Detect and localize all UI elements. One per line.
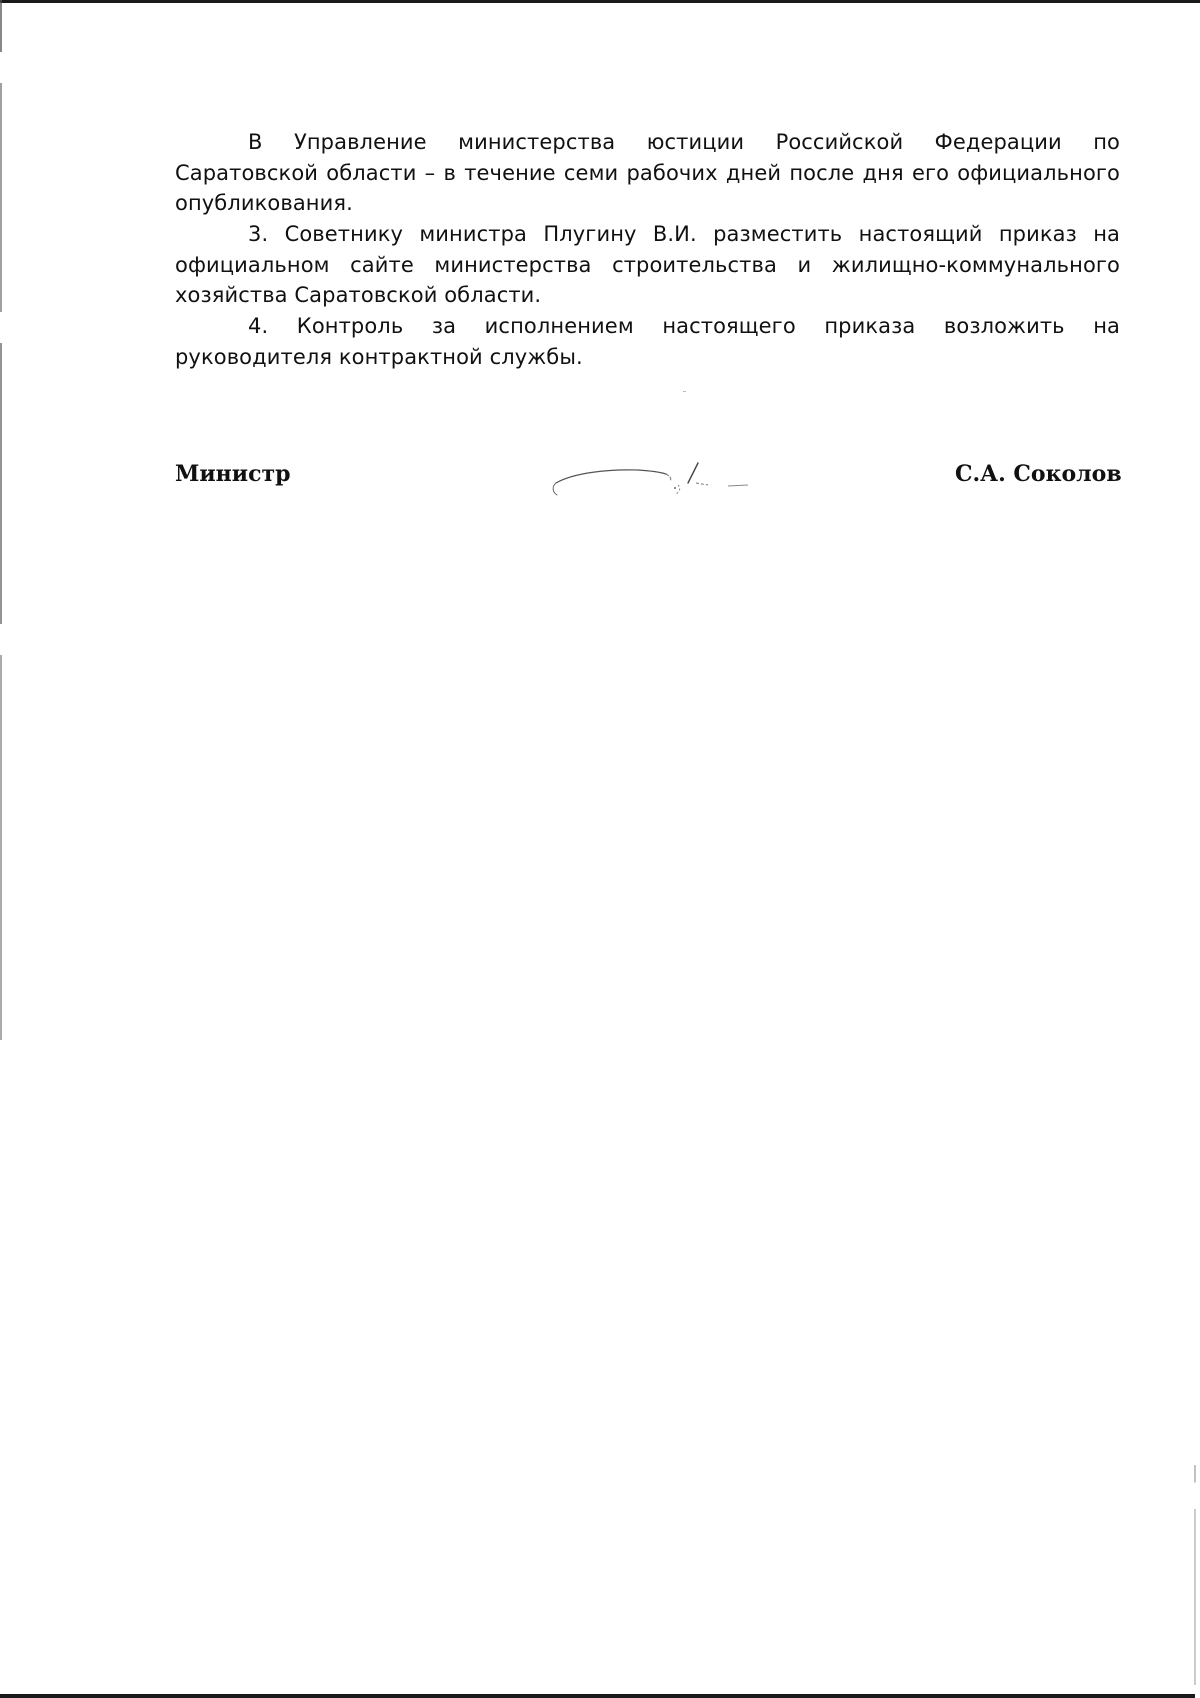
scan-edge-bottom [0,1694,1195,1698]
signatory-name: С.А. Соколов [955,461,1122,487]
paragraph-item-4: 4. Контроль за исполнением настоящего приказа возложить на руководителя контрактной службы. [175,314,1120,369]
handwritten-signature [548,455,758,505]
signatory-position: Министр [175,461,291,487]
scan-edge-left [0,0,2,1040]
scan-speck [683,391,686,392]
paragraph-item-3: 3. Советнику министра Плугину В.И. разместить настоящий приказ на официальном сайте министерства строительства и жилищно-коммунального хозяйства Саратовской области. [175,222,1120,307]
scan-edge-right [1194,1465,1196,1685]
scan-edge-top [0,0,1200,3]
paragraph-justice-department: В Управление министерства юстиции Российской Федерации по Саратовской области – в течение семи рабочих дней после дня его официального опубликования. [175,130,1120,215]
